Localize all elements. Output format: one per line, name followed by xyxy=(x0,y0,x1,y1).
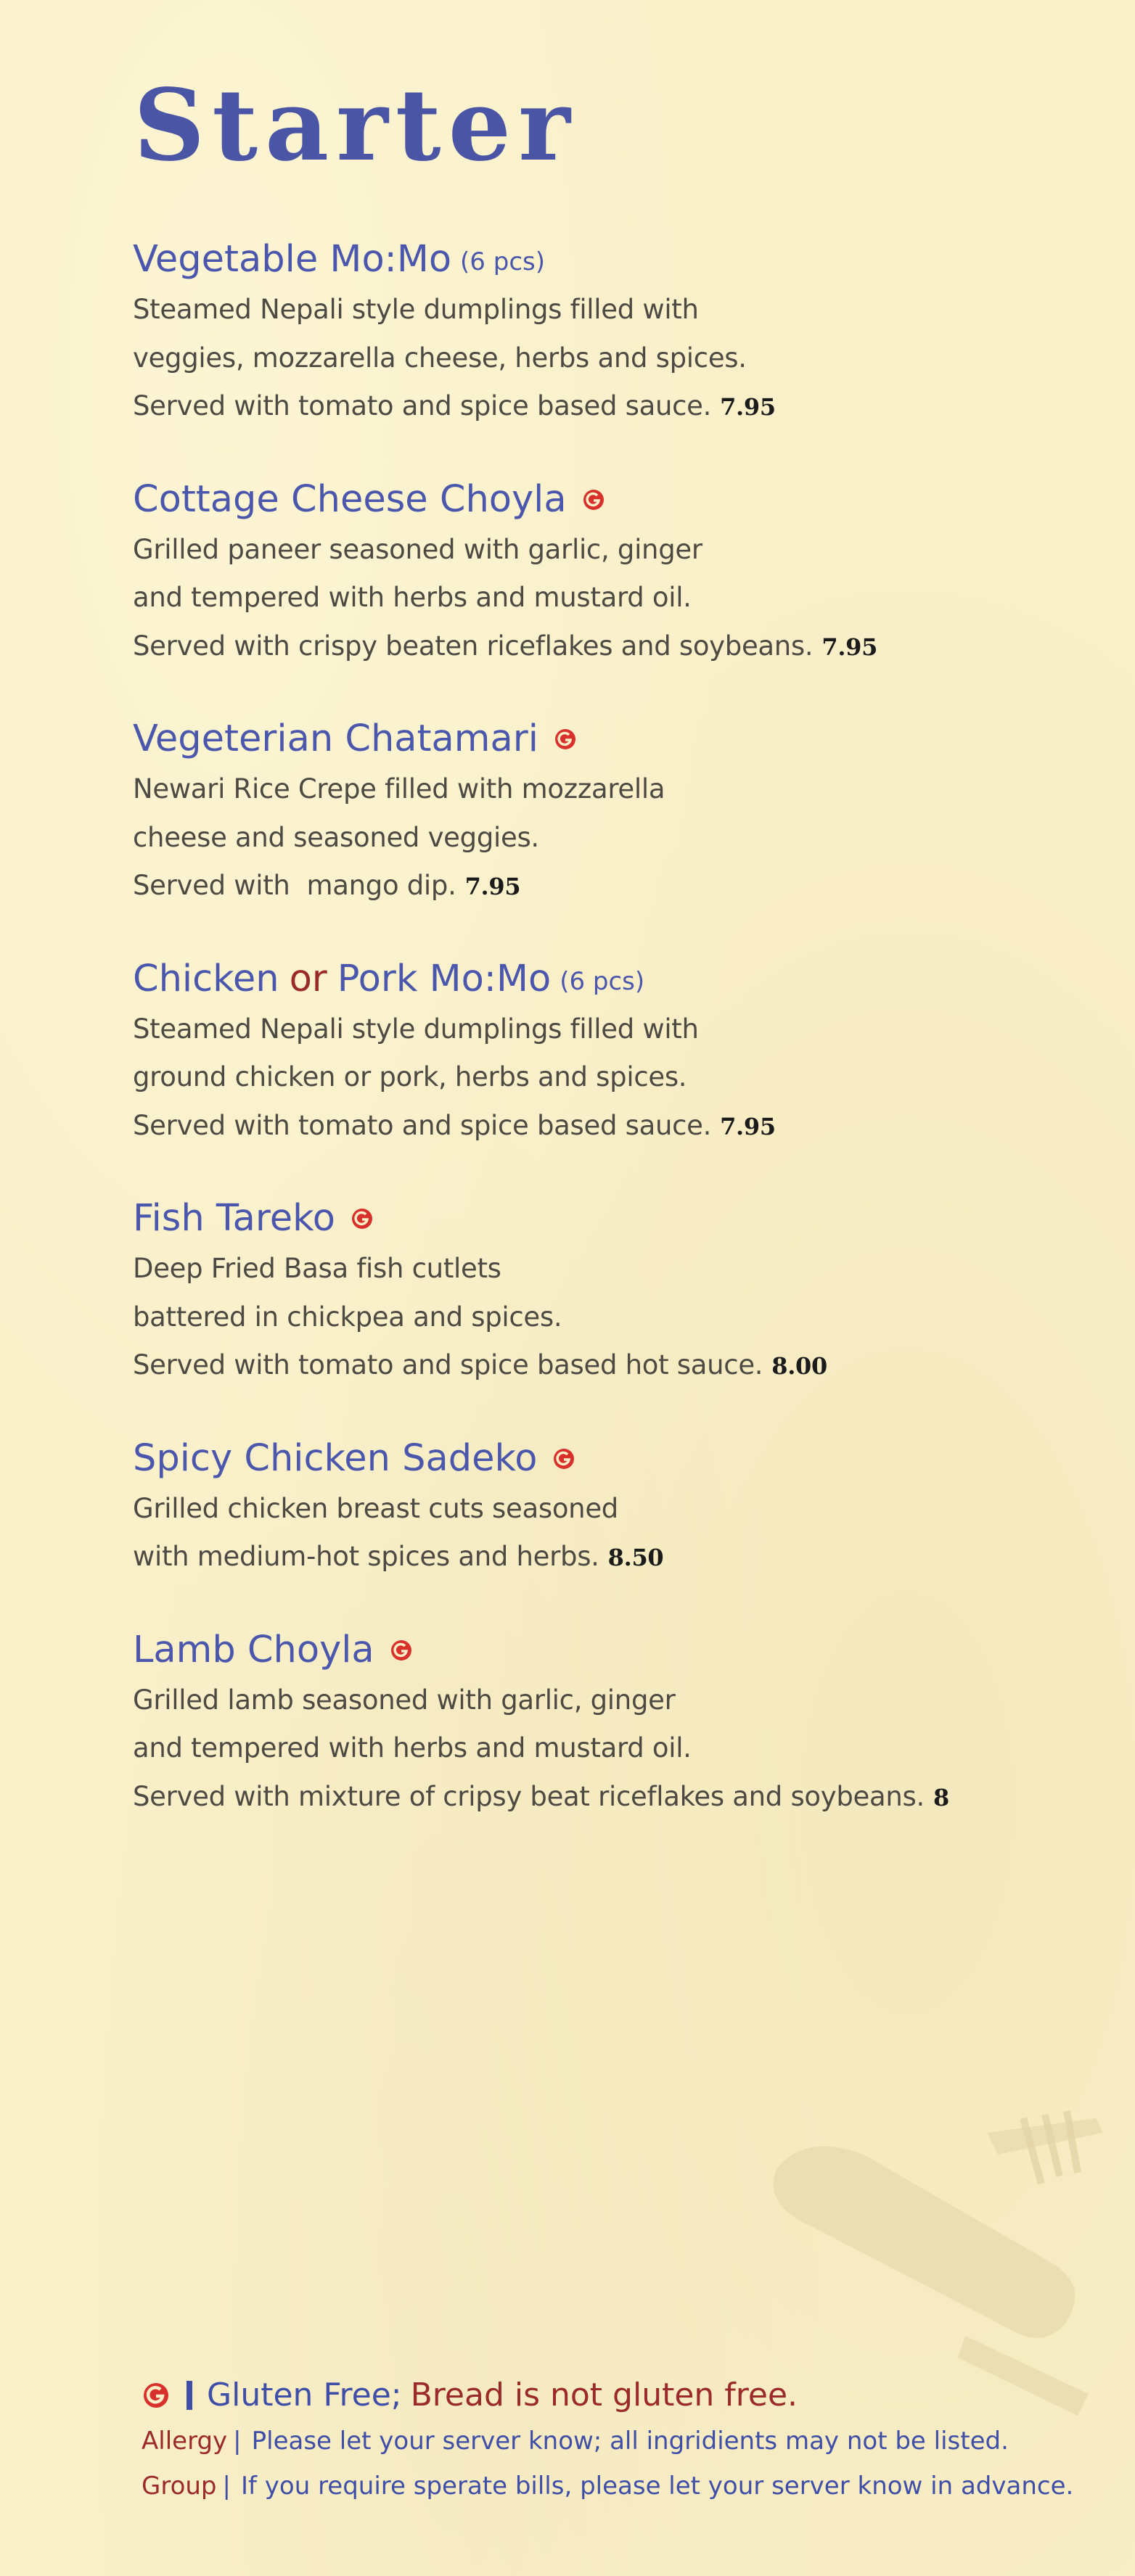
item-name: Vegetable Mo:Mo xyxy=(133,238,452,281)
item-description-line xyxy=(133,1341,1076,1391)
gluten-free-icon xyxy=(553,727,578,752)
gluten-free-icon xyxy=(350,1206,374,1231)
menu-item xyxy=(133,1433,1076,1582)
note-separator: | xyxy=(222,2472,231,2501)
menu-item xyxy=(133,474,1076,672)
item-price: 7.95 xyxy=(720,1112,776,1140)
allergy-label: Allergy xyxy=(142,2427,228,2456)
menu-list xyxy=(133,234,1076,1864)
item-name-row xyxy=(133,474,1076,526)
item-description-text: Served with tomato and spice based sauce. xyxy=(133,390,712,421)
menu-item xyxy=(133,234,1076,432)
note-separator: | xyxy=(233,2427,242,2456)
page-title: Starter xyxy=(134,67,578,184)
allergy-note xyxy=(142,2419,1128,2464)
item-description-line: battered in chickpea and spices. xyxy=(133,1301,562,1333)
item-name: Vegeterian Chatamari xyxy=(133,717,538,760)
gluten-free-icon xyxy=(552,1447,576,1471)
item-description-line: and tempered with herbs and mustard oil. xyxy=(133,582,692,613)
item-description-line: Grilled lamb seasoned with garlic, ginger xyxy=(133,1684,676,1716)
item-description-line: cheese and seasoned veggies. xyxy=(133,821,539,853)
item-name: Cottage Cheese Choyla xyxy=(133,477,567,521)
item-description-line: Steamed Nepali style dumplings filled with xyxy=(133,294,699,325)
item-name-or: or xyxy=(289,957,327,1000)
menu-item xyxy=(133,713,1076,911)
item-description-text: Served with crispy beaten riceflakes and soybeans. xyxy=(133,630,814,662)
item-description-line: and tempered with herbs and mustard oil. xyxy=(133,1732,692,1764)
item-description-line xyxy=(133,1533,1076,1582)
item-name: Spicy Chicken Sadeko xyxy=(133,1436,538,1480)
gluten-free-icon xyxy=(142,2381,171,2410)
gluten-free-legend xyxy=(142,2372,1128,2419)
item-price: 8.50 xyxy=(607,1544,664,1571)
item-description-text: with medium-hot spices and herbs. xyxy=(133,1541,599,1572)
item-name: Lamb Choyla xyxy=(133,1628,374,1671)
item-description-line: Grilled paneer seasoned with garlic, ginger xyxy=(133,533,702,565)
group-label: Group xyxy=(142,2472,217,2501)
item-description-line: Steamed Nepali style dumplings filled with xyxy=(133,1013,699,1045)
item-description-text: Served with mango dip. xyxy=(133,870,456,901)
item-description-line: Deep Fried Basa fish cutlets xyxy=(133,1253,501,1284)
menu-item xyxy=(133,953,1076,1151)
footer-notes xyxy=(142,2372,1128,2509)
menu-item xyxy=(133,1624,1076,1822)
item-name: Fish Tareko xyxy=(133,1197,336,1240)
item-description-line xyxy=(133,1773,1076,1822)
legend-divider xyxy=(187,2381,192,2410)
menu-item xyxy=(133,1193,1076,1391)
item-price: 7.95 xyxy=(821,633,878,661)
gluten-free-note: Bread is not gluten free. xyxy=(410,2377,798,2414)
item-description-line: Newari Rice Crepe filled with mozzarella xyxy=(133,773,665,805)
item-description-line: veggies, mozzarella cheese, herbs and spices. xyxy=(133,342,747,374)
item-quantity: (6 pcs) xyxy=(560,966,645,996)
item-description-line xyxy=(133,622,1076,672)
item-description-text: Served with mixture of cripsy beat riceflakes and soybeans. xyxy=(133,1780,925,1812)
item-price: 7.95 xyxy=(464,873,521,900)
item-name-row xyxy=(133,234,1076,286)
item-description-line xyxy=(133,1102,1076,1151)
group-text: If you require sperate bills, please let your server know in advance. xyxy=(240,2472,1074,2501)
item-name-part: Pork Mo:Mo xyxy=(337,957,552,1000)
gluten-free-term: Gluten Free; xyxy=(207,2377,402,2414)
item-name-part: Chicken xyxy=(133,957,279,1000)
item-name-row xyxy=(133,713,1076,765)
item-price: 7.95 xyxy=(720,393,776,421)
item-description-text: Served with tomato and spice based hot sauce. xyxy=(133,1349,763,1380)
gluten-free-icon xyxy=(389,1638,414,1663)
item-description-text: Served with tomato and spice based sauce. xyxy=(133,1109,712,1141)
item-name-row xyxy=(133,1193,1076,1245)
item-name-row xyxy=(133,1433,1076,1485)
item-name-row xyxy=(133,953,1076,1005)
item-quantity: (6 pcs) xyxy=(460,247,545,276)
item-description-line: Grilled chicken breast cuts seasoned xyxy=(133,1492,618,1524)
item-price: 8 xyxy=(933,1783,949,1811)
item-description-line: ground chicken or pork, herbs and spices. xyxy=(133,1061,687,1092)
group-note xyxy=(142,2464,1128,2509)
item-description-line xyxy=(133,382,1076,432)
allergy-text: Please let your server know; all ingridients may not be listed. xyxy=(251,2427,1009,2456)
item-description-line xyxy=(133,862,1076,911)
item-name-row xyxy=(133,1624,1076,1676)
gluten-free-icon xyxy=(581,487,606,512)
item-price: 8.00 xyxy=(771,1352,827,1380)
